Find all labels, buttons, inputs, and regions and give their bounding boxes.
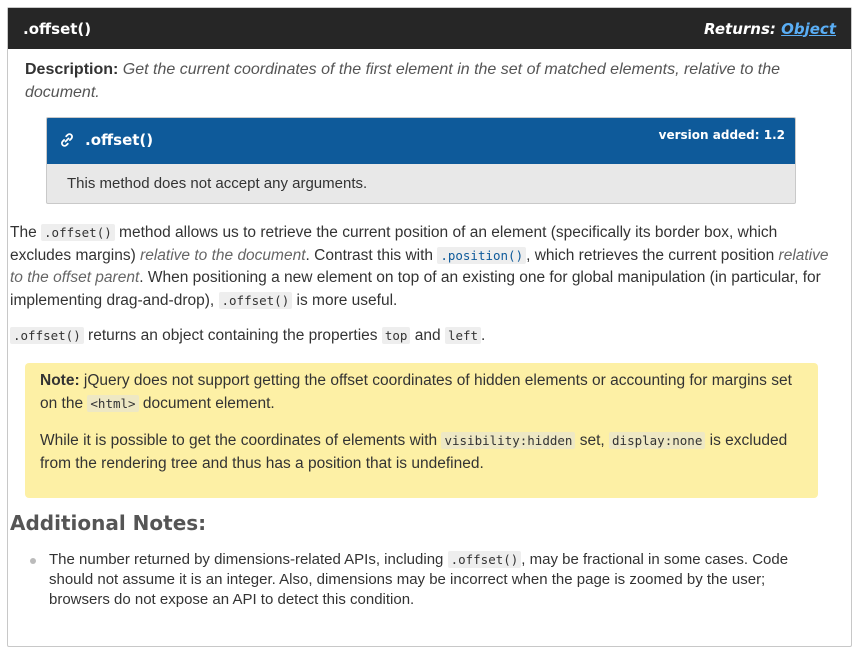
entry-title: .offset()	[23, 19, 92, 38]
text: , may be fractional in some cases. Code should not assume it is an integer. Also, dimensions may be incorrect when the page is zoomed by the user; browsers do not expose an API to detect this condition.	[49, 551, 789, 608]
text: method allows us to retrieve the current position of an element (specifically its border box, which excludes margins)	[10, 224, 778, 264]
text: is more useful.	[292, 291, 398, 309]
text: returns an object containing the properties	[83, 327, 382, 344]
note-paragraph-2	[40, 430, 803, 475]
code-left: left	[445, 327, 481, 344]
returns-info	[704, 20, 836, 38]
text: While it is possible to get the coordinates of elements with	[40, 432, 442, 449]
code-html: <html>	[87, 395, 138, 412]
warning-note	[25, 363, 818, 498]
text: , which retrieves the current position	[526, 246, 779, 264]
signature-name[interactable]: .offset()	[85, 131, 154, 149]
text: The number returned by dimensions-related APIs, including	[49, 551, 448, 568]
longdesc-paragraph-1	[10, 222, 840, 312]
code-offset: .offset()	[448, 551, 522, 568]
text: is excluded from the rendering tree and thus has a position that is undefined.	[40, 432, 788, 472]
code-offset: .offset()	[41, 224, 115, 241]
note-label: Note:	[40, 372, 80, 389]
returns-type-link[interactable]: Object	[781, 19, 836, 38]
code-position-link[interactable]: .position()	[437, 247, 526, 264]
signature-box	[46, 117, 796, 204]
text: . When positioning a new element on top of an existing one for global manipulation (in particular, for implementing drag-and-drop),	[10, 269, 821, 309]
bullet-icon	[30, 558, 36, 564]
code-visibility-hidden: visibility:hidden	[441, 432, 575, 449]
code-display-none: display:none	[609, 432, 705, 449]
entry-description	[25, 58, 815, 104]
text: document element.	[138, 394, 275, 412]
code-offset: .offset()	[219, 292, 293, 309]
longdesc-paragraph-2	[10, 325, 840, 347]
description-text: Get the current coordinates of the first element in the set of matched elements, relative to the document.	[25, 61, 781, 101]
link-icon[interactable]	[59, 132, 75, 153]
entry-header	[8, 8, 851, 49]
text: jQuery does not support getting the offset coordinates of hidden elements or accounting for margins set on the	[40, 372, 792, 412]
signature-body: This method does not accept any arguments.	[67, 175, 368, 192]
code-offset: .offset()	[10, 327, 84, 344]
additional-notes-heading: Additional Notes:	[10, 511, 207, 535]
code-top: top	[382, 327, 411, 344]
note-paragraph-1	[40, 370, 803, 415]
text: The	[10, 224, 42, 241]
text: . Contrast this with	[305, 246, 438, 264]
version-added: version added: 1.2	[658, 128, 785, 142]
additional-notes-list	[28, 550, 818, 610]
text: set,	[575, 432, 610, 449]
text: and	[410, 327, 445, 344]
italic-text: relative to the document	[140, 246, 306, 264]
italic-text: relative to the offset parent	[10, 246, 829, 286]
text: .	[481, 327, 486, 344]
signature-header	[47, 118, 795, 164]
returns-label: Returns:	[704, 19, 776, 38]
description-label: Description:	[25, 61, 119, 78]
list-item	[28, 550, 818, 610]
